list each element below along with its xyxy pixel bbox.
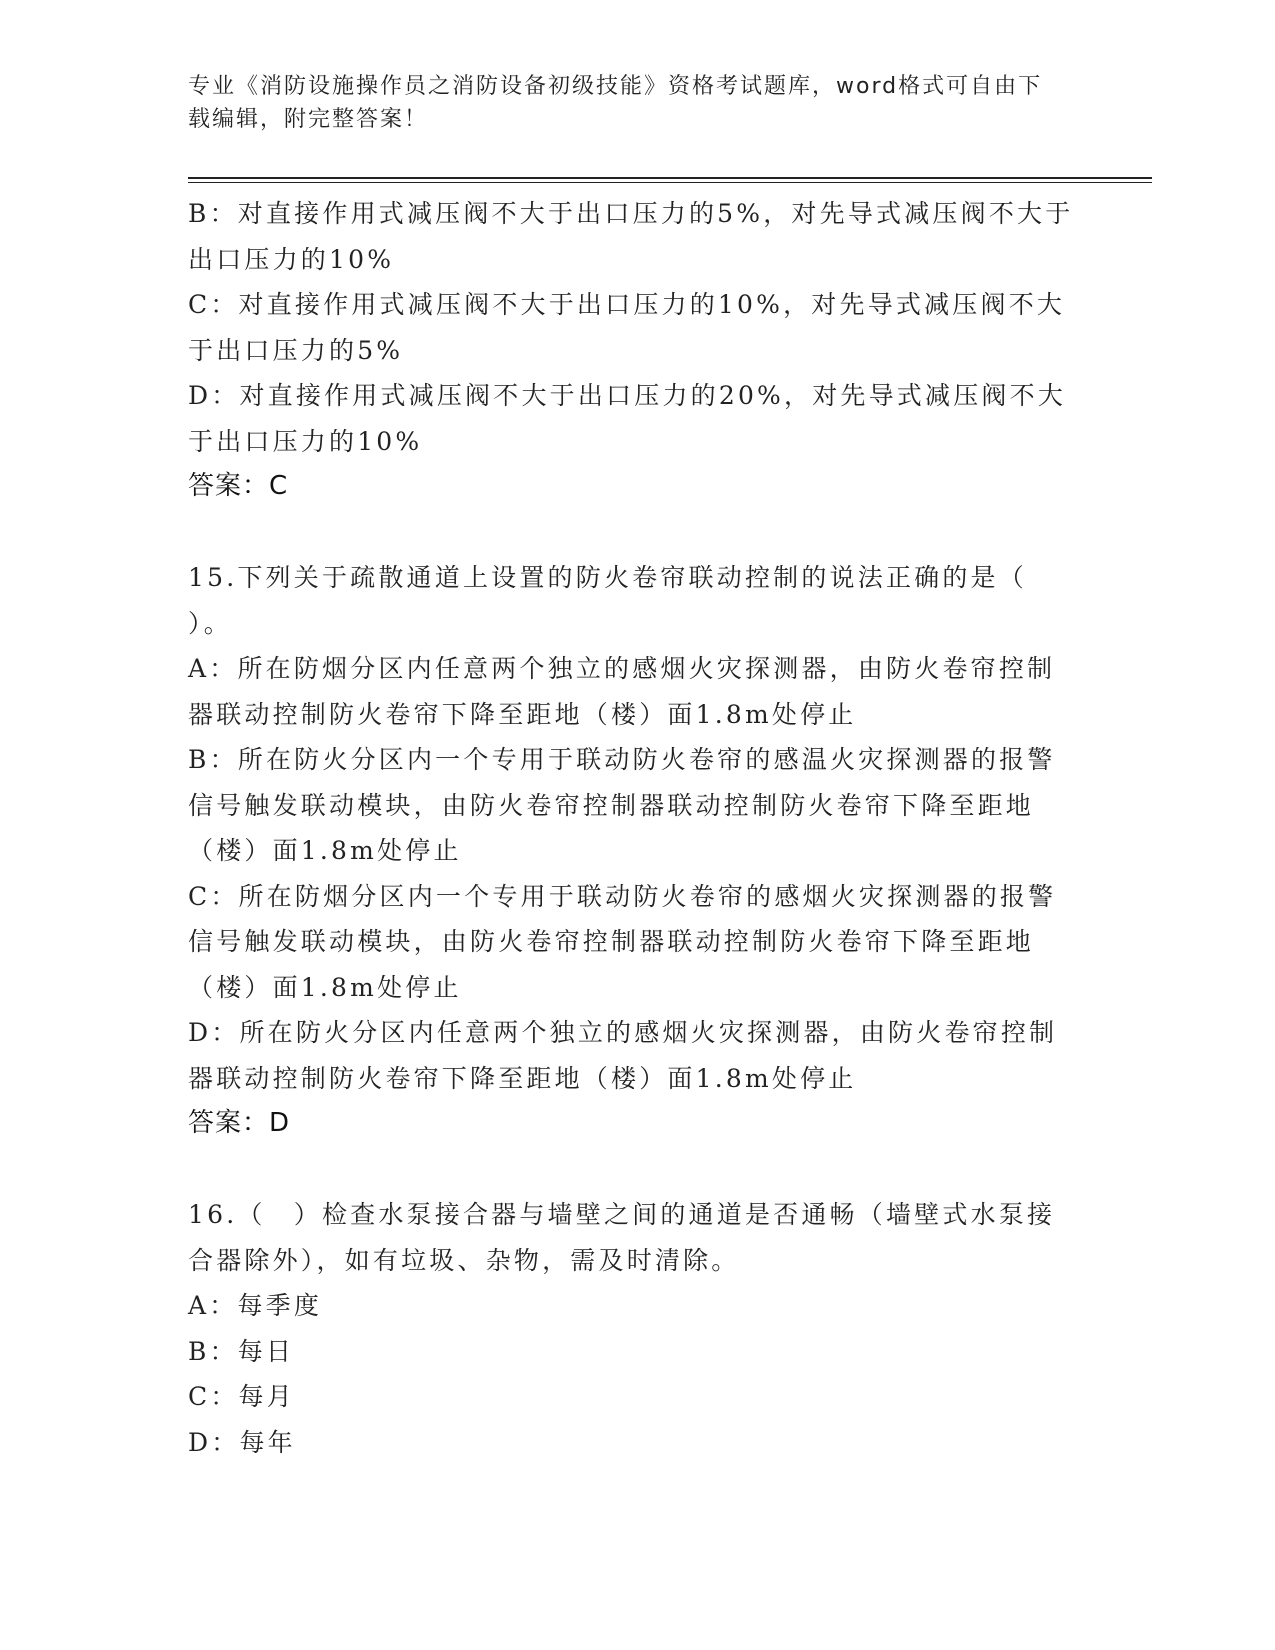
option-line: 于出口压力的5% [188,335,404,365]
option-line: A：所在防烟分区内任意两个独立的感烟火灾探测器，由防火卷帘控制 [188,654,1056,683]
header-rule-thin [188,182,1152,183]
spacer [188,1147,1088,1193]
option-line: （楼）面1.8m处停止 [188,972,462,1002]
option-c [188,874,1088,1011]
stem-line: 16.（ ）检查水泵接合器与墙壁之间的通道是否通畅（墙壁式水泵接 [188,1200,1056,1229]
option-a: A：每季度 [188,1291,323,1320]
spacer [188,510,1088,556]
option-line: 于出口压力的10% [188,426,423,456]
option-line: B：所在防火分区内一个专用于联动防火卷帘的感温火灾探测器的报警 [188,745,1056,774]
question-body [188,191,1088,1465]
stem-line: 合器除外），如有垃圾、杂物，需及时清除。 [188,1245,740,1275]
option-d [188,1010,1088,1101]
question-16 [188,1192,1088,1465]
question-stem [188,555,1088,646]
option-line: D：对直接作用式减压阀不大于出口压力的20%，对先导式减压阀不大 [188,381,1067,410]
header-line: 载编辑，附完整答案！ [188,107,429,132]
option-c: C：每月 [188,1382,295,1411]
option-line: 器联动控制防火卷帘下降至距地（楼）面1.8m处停止 [188,699,857,729]
option-line: （楼）面1.8m处停止 [188,836,462,865]
option-line: 出口压力的10% [188,244,395,274]
option-d [188,373,1088,464]
option-c [188,282,1088,373]
option-line: 器联动控制防火卷帘下降至距地（楼）面1.8m处停止 [188,1063,857,1093]
option-b [188,737,1088,874]
option-line: 信号触发联动模块，由防火卷帘控制器联动控制防火卷帘下降至距地 [188,927,1035,956]
option-line: 信号触发联动模块，由防火卷帘控制器联动控制防火卷帘下降至距地 [188,790,1035,820]
question-stem [188,1192,1088,1283]
option-line: B：对直接作用式减压阀不大于出口压力的5%，对先导式减压阀不大于 [188,199,1074,228]
stem-line: 15.下列关于疏散通道上设置的防火卷帘联动控制的说法正确的是（ [188,563,1027,592]
option-line: D：所在防火分区内任意两个独立的感烟火灾探测器，由防火卷帘控制 [188,1018,1058,1047]
option-b [188,191,1088,282]
header-line: 专业《消防设施操作员之消防设备初级技能》资格考试题库，word格式可自由下 [188,74,1043,99]
document-header [188,70,1068,136]
answer-line: 答案：C [188,471,289,501]
option-line: C：所在防烟分区内一个专用于联动防火卷帘的感烟火灾探测器的报警 [188,881,1057,911]
answer-line: 答案：D [188,1108,291,1138]
option-d: D：每年 [188,1427,296,1457]
option-a [188,646,1088,737]
header-rule-thick [188,177,1152,179]
stem-line: ）。 [188,608,232,638]
question-14-tail [188,191,1088,510]
question-15 [188,555,1088,1147]
option-b: B：每日 [188,1336,295,1366]
option-line: C：对直接作用式减压阀不大于出口压力的10%，对先导式减压阀不大 [188,290,1066,319]
